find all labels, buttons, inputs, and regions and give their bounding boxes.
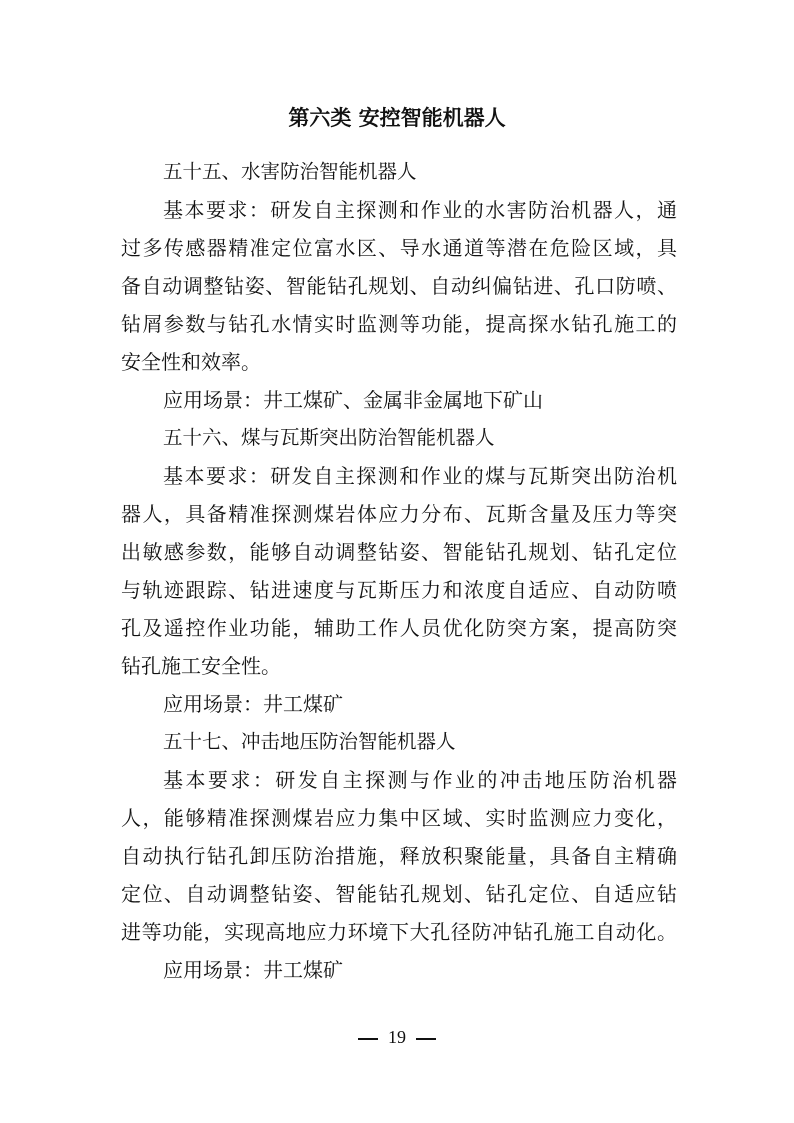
footer-right-dash <box>416 1038 436 1040</box>
item-56-heading: 五十六、煤与瓦斯突出防治智能机器人 <box>163 426 495 449</box>
item-55-requirement-line: 备自动调整钻姿、智能钻孔规划、自动纠偏钻进、孔口防喷、 <box>121 274 677 298</box>
item-55-requirement-line: 基本要求：研发自主探测和作业的水害防治机器人，通 <box>163 198 677 222</box>
item-55-heading: 五十五、水害防治智能机器人 <box>163 160 417 183</box>
item-56-requirement-line: 器人，具备精准探测煤岩体应力分布、瓦斯含量及压力等突 <box>121 502 677 526</box>
item-55-requirement-line: 钻屑参数与钻孔水情实时监测等功能，提高探水钻孔施工的 <box>121 312 677 336</box>
item-55-requirement-line: 过多传感器精准定位富水区、导水通道等潜在危险区域，具 <box>121 236 677 260</box>
item-57-application: 应用场景：井工煤矿 <box>163 958 343 982</box>
page-number: 19 <box>388 1027 406 1047</box>
item-57-requirement-line: 自动执行钻孔卸压防治措施，释放积聚能量，具备自主精确 <box>121 844 677 868</box>
item-56-requirement-line: 基本要求：研发自主探测和作业的煤与瓦斯突出防治机 <box>163 464 677 488</box>
item-57-requirement-line: 基本要求：研发自主探测与作业的冲击地压防治机器 <box>163 768 677 792</box>
item-56-application: 应用场景：井工煤矿 <box>163 692 343 716</box>
item-57-requirement-line: 定位、自动调整钻姿、智能钻孔规划、钻孔定位、自适应钻 <box>121 882 677 906</box>
footer-left-dash <box>358 1038 378 1040</box>
item-55-requirement-line: 安全性和效率。 <box>121 350 261 374</box>
item-57-requirement-line: 人，能够精准探测煤岩应力集中区域、实时监测应力变化， <box>121 806 677 830</box>
item-56-requirement-line: 出敏感参数，能够自动调整钻姿、智能钻孔规划、钻孔定位 <box>121 540 677 564</box>
item-57-heading: 五十七、冲击地压防治智能机器人 <box>163 730 456 753</box>
item-56-requirement-line: 与轨迹跟踪、钻进速度与瓦斯压力和浓度自适应、自动防喷 <box>121 578 677 602</box>
page-footer <box>0 1022 794 1052</box>
item-55-application: 应用场景：井工煤矿、金属非金属地下矿山 <box>163 388 543 412</box>
item-57-requirement-line: 进等功能，实现高地应力环境下大孔径防冲钻孔施工自动化。 <box>121 920 677 944</box>
item-56-requirement-line: 孔及遥控作业功能，辅助工作人员优化防突方案，提高防突 <box>121 616 677 640</box>
section-title: 第六类 安控智能机器人 <box>288 105 506 130</box>
item-56-requirement-line: 钻孔施工安全性。 <box>121 654 281 678</box>
